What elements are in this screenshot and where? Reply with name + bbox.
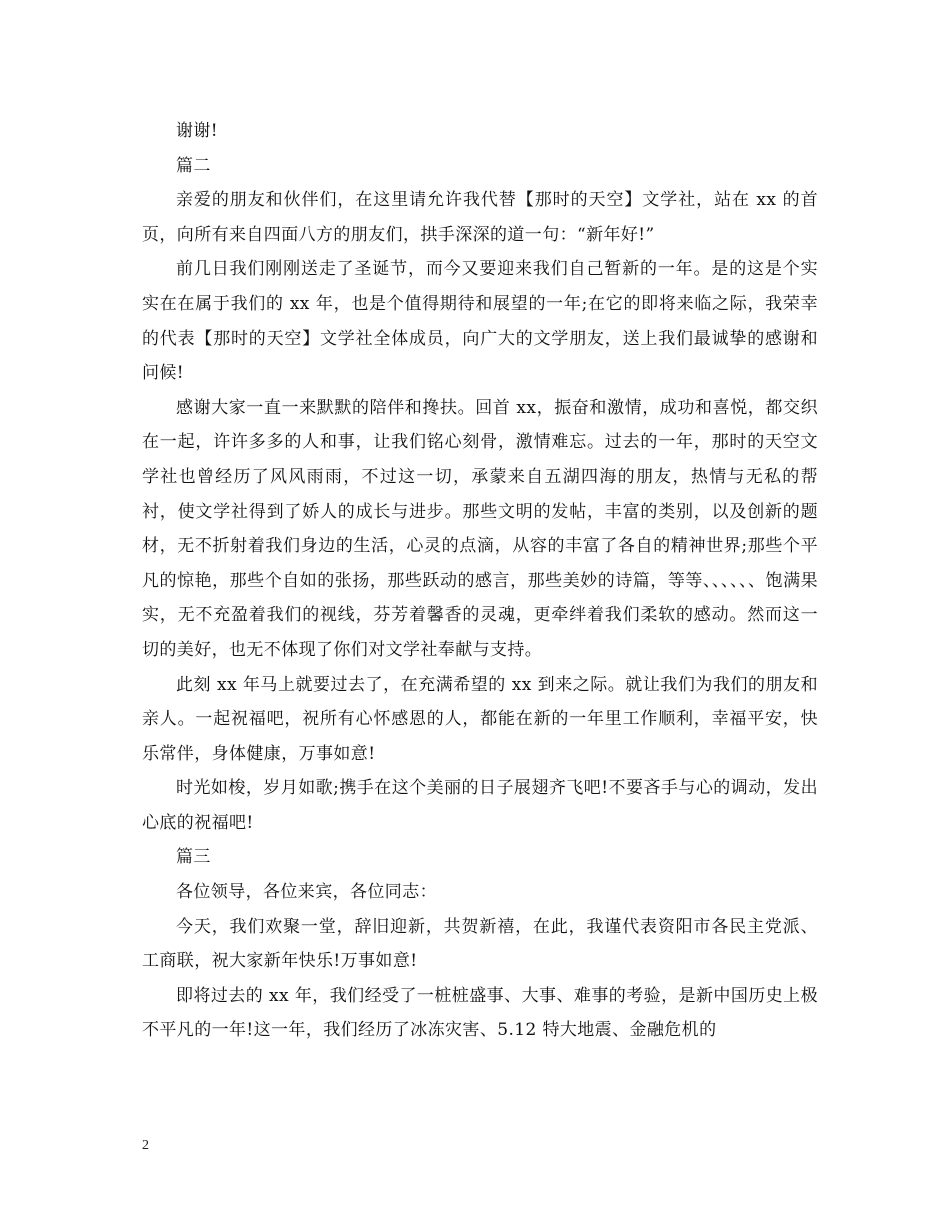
paragraph-today: 今天，我们欢聚一堂，辞旧迎新，共贺新禧，在此，我谨代表资阳市各民主党派、工商联，祝大家新年快乐!万事如意!	[142, 916, 818, 972]
paragraph-time-flies: 时光如梭，岁月如歌;携手在这个美丽的日子展翅齐飞吧!不要吝手与心的调动，发出心底的祝福吧!	[142, 778, 818, 833]
paragraph-christmas: 前几日我们刚刚送走了圣诞节，而今又要迎来我们自己暂新的一年。是的这是个实实在在属于我们的 xx 年，也是个值得期待和展望的一年;在它的即将来临之际，我荣幸的代表【那时的天空】文学社全体成员，向广大的文学朋友，送上我们最诚挚的感谢和问候!	[142, 259, 818, 384]
paragraph-greeting: 亲爱的朋友和伙伴们，在这里请允许我代替【那时的天空】文学社，站在 xx 的首页，向所有来自四面八方的朋友们，拱手深深的道一句：“新年好!”	[142, 190, 818, 245]
body-text	[142, 114, 818, 1048]
paragraph-gratitude: 感谢大家一直一来默默的陪伴和搀扶。回首 xx，振奋和激情，成功和喜悦，都交织在一起，许许多多的人和事，让我们铭心刻骨，激情难忘。过去的一年，那时的天空文学社也曾经历了风风雨雨，不过这一切，承蒙来自五湖四海的朋友，热情与无私的帮衬，使文学社得到了娇人的成长与进步。那些文明的发帖，丰富的类别，以及创新的题材，无不折射着我们身边的生活，心灵的点滴，从容的丰富了各自的精神世界;那些个平凡的惊艳，那些个自如的张扬，那些跃动的感言，那些美妙的诗篇，等等、、、、、、饱满果实，无不充盈着我们的视线，芬芳着馨香的灵魂，更牵绊着我们柔软的感动。然而这一切的美好，也无不体现了你们对文学社奉献与支持。	[142, 397, 818, 660]
section-heading-three: 篇三	[176, 847, 211, 868]
paragraph-past-year: 即将过去的 xx 年，我们经受了一桩桩盛事、大事、难事的考验，是新中国历史上极不平凡的一年!这一年，我们经历了冰冻灾害、5.12 特大地震、金融危机的	[142, 985, 818, 1041]
paragraph-new-year-wishes: 此刻 xx 年马上就要过去了，在充满希望的 xx 到来之际。就让我们为我们的朋友和亲人。一起祝福吧，祝所有心怀感恩的人，都能在新的一年里工作顺利，幸福平安，快乐常伴，身体健康，万事如意!	[142, 674, 818, 764]
paragraph-salutation: 各位领导，各位来宾，各位同志：	[176, 882, 437, 903]
page-number: 2	[142, 1138, 149, 1153]
paragraph-thanks: 谢谢!	[176, 121, 219, 141]
section-heading-two: 篇二	[176, 155, 211, 176]
